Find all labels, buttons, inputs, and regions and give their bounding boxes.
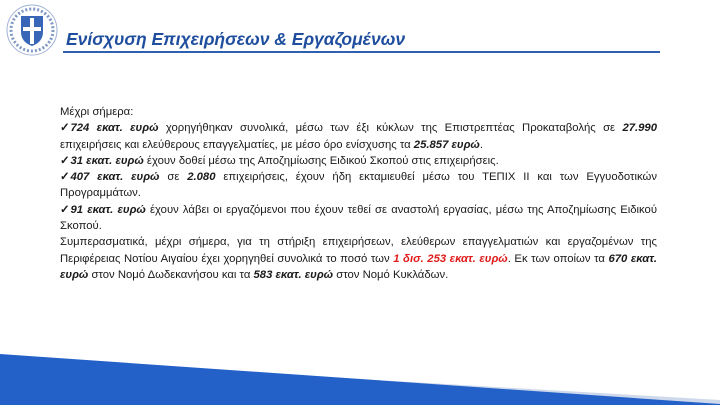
check-icon: ✓	[60, 203, 70, 216]
greek-coat-of-arms-icon	[6, 4, 58, 56]
page-title: Ενίσχυση Επιχειρήσεων & Εργαζομένων	[66, 29, 406, 49]
total-amount: 1 δισ. 253 εκατ. ευρώ	[393, 252, 508, 265]
footer-wave-decoration	[0, 340, 720, 405]
intro-line: Μέχρι σήμερα:	[60, 106, 134, 118]
bullet-item: ✓31 εκατ. ευρώ έχουν δοθεί μέσω της Αποζημίωσης Ειδικού Σκοπού στις επιχειρήσεις.	[60, 153, 657, 169]
body-text	[60, 104, 657, 283]
check-icon: ✓	[60, 122, 70, 135]
bullet-item: ✓91 εκατ. ευρώ έχουν λάβει οι εργαζόμενοι που έχουν τεθεί σε αναστολή εργασίας, μέσω της Αποζημίωσης Ειδικού Σκοπού.	[60, 203, 658, 233]
check-icon: ✓	[60, 171, 70, 184]
bullet-item: ✓407 εκατ. ευρώ σε 2.080 επιχειρήσεις, έχουν ήδη εκταμιευθεί μέσω του ΤΕΠΙΧ ΙΙ και των Εγγυοδοτικών Προγραμμάτων.	[60, 171, 658, 200]
summary-paragraph: Συμπερασματικά, μέχρι σήμερα, για τη στήριξη επιχειρήσεων, ελεύθερων επαγγελματιών και εργαζομένων της Περιφέρειας Νοτίου Αιγαίου έχει χορηγηθεί συνολικά το ποσό των 1 δισ. 253 εκατ. ευρώ. Εκ των οποίων τα 670 εκατ. ευρώ στον Νομό Δωδεκανήσου και τα 583 εκατ. ευρώ στον Νομό Κυκλάδων.	[60, 236, 658, 281]
bullet-item: ✓724 εκατ. ευρώ χορηγήθηκαν συνολικά, μέσω των έξι κύκλων της Επιστρεπτέας Προκαταβολής σε 27.990 επιχειρήσεις και ελεύθερους επαγγελματίες, με μέσο όρο ενίσχυσης τα 25.857 ευρώ.	[60, 122, 657, 151]
check-icon: ✓	[60, 154, 70, 167]
title-underline	[63, 51, 660, 53]
